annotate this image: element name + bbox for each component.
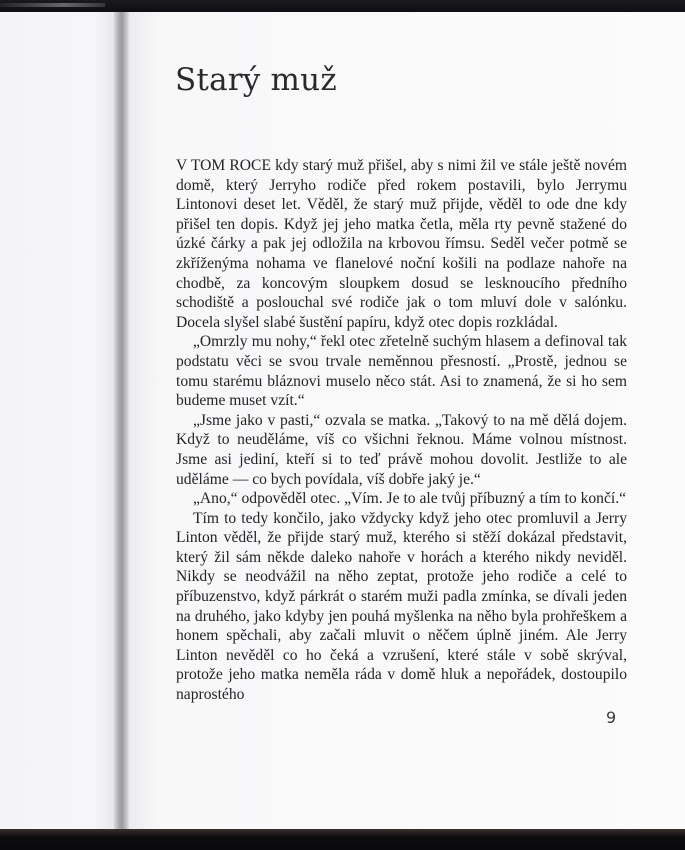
- page-number: 9: [606, 708, 617, 727]
- book-gutter: [114, 12, 130, 830]
- cover-glint: [0, 3, 105, 7]
- chapter-title: Starý muž: [175, 62, 337, 98]
- paragraph: „Ano,“ odpověděl otec. „Vím. Je to ale tvůj příbuzný a tím to končí.“: [193, 490, 627, 508]
- paragraph: V TOM ROCE kdy starý muž přišel, aby s nimi žil ve stále ještě novém domě, který Jerryho rodiče před rokem postavili, bylo Jerrymu Lintonovi deset let. Věděl, že starý muž přijde, věděl to ode dne kdy přišel ten dopis. Když jej jeho matka četla, měla rty pevně stažené do úzké čárky a pak jej odložila na krbovou římsu. Seděl večer potmě se zkříženýma nohama ve flanelové noční košili na podlaze nahoře na chodbě, za koncovým sloupkem dosud se lesknoucího předního schodiště a poslouchal své rodiče jak o tom mluví dole v salónku. Docela slyšel slabé šustění papíru, když otec dopis rozkládal.: [176, 157, 627, 331]
- paragraph: Tím to tedy končilo, jako vždycky když jeho otec promluvil a Jerry Linton věděl, že přijde starý muž, kterého si stěží dokázal představit, který žil sám někde daleko nahoře v horách a kterého nikdy neviděl. Nikdy se neodvážil na něho zeptat, protože jeho rodiče a celé to příbuzenstvo, když párkrát o starém muži padla zmínka, se dívali jeden na druhého, jako kdyby jen pouhá myšlenka na něho byla prohřeškem a honem spěchali, aby začali mluvit o něčem úplně jiném. Ale Jerry Linton nevěděl co ho čeká a vzrušení, které stále v sobě skrýval, protože jeho matka neměla ráda v domě hluk a nepořádek, dostoupilo naprostého: [176, 509, 627, 704]
- book-bottom-edge: [0, 829, 685, 850]
- body-text: [176, 156, 627, 705]
- left-page: [0, 12, 118, 830]
- paragraph: „Omrzly mu nohy,“ řekl otec zřetelně suchým hlasem a definoval tak podstatu věci se svou trvale neměnnou přesností. „Prostě, jednou se tomu starému bláznovi muselo něco stát. Asi to znamená, že si ho sem budeme muset vzít.“: [176, 333, 627, 410]
- paragraph: „Jsme jako v pasti,“ ozvala se matka. „Takový to na mě dělá dojem. Když to neuděláme, víš co všichni řeknou. Máme volnou místnost. Jsme asi jediní, kteří si to teď právě mohou dovolit. Jestliže to ale uděláme — co bych povídala, víš dobře jaký je.“: [176, 411, 627, 488]
